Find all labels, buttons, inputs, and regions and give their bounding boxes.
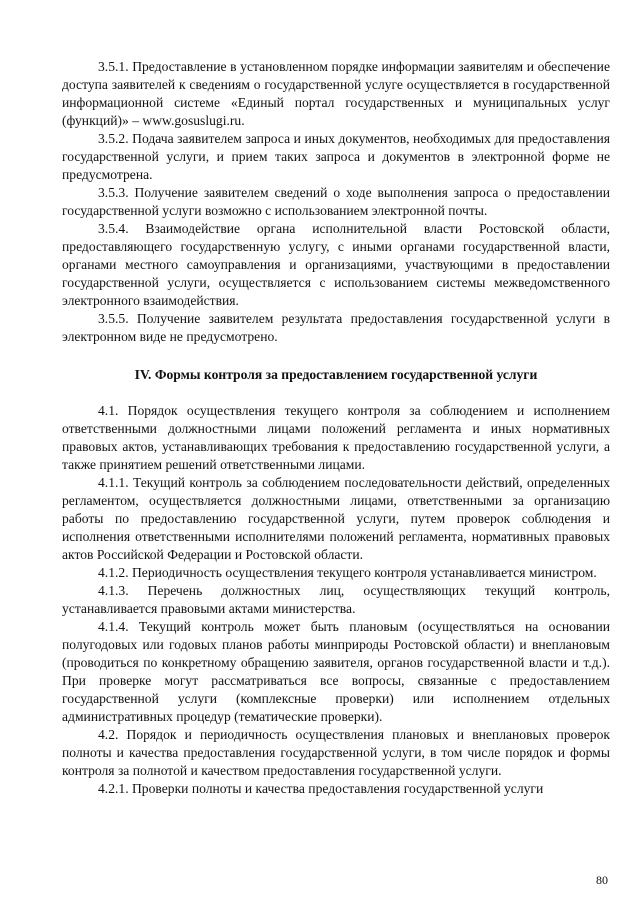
- document-page: [62, 58, 610, 798]
- paragraph-4-1-4: 4.1.4. Текущий контроль может быть плановым (осуществляться на основании полугодовых или годовых планов работы минприроды Ростовской области) и внеплановым (проводиться по конкретному обращению заявителя, органов государственной власти и т.д.). При проверке могут рассматриваться все вопросы, связанные с предоставлением государственной услуги (комплексные проверки) или исполнением отдельных административных процедур (тематические проверки).: [62, 619, 610, 724]
- paragraph-3-5-5: 3.5.5. Получение заявителем результата предоставления государственной услуги в электронном виде не предусмотрено.: [62, 311, 610, 344]
- paragraph-4-2-1: 4.2.1. Проверки полноты и качества предоставления государственной услуги: [98, 781, 544, 796]
- paragraph-4-1: 4.1. Порядок осуществления текущего контроля за соблюдением и исполнением ответственными должностными лицами положений регламента и иных нормативных правовых актов, устанавливающих требования к предоставлению государственной услуги, а также принятием решений ответственными лицами.: [62, 403, 610, 472]
- paragraph-4-2: 4.2. Порядок и периодичность осуществления плановых и внеплановых проверок полноты и качества предоставления государственной услуги, в том числе порядок и формы контроля за полнотой и качеством предоставления государственной услуги.: [62, 727, 610, 778]
- section-heading: IV. Формы контроля за предоставлением государственной услуги: [134, 367, 538, 382]
- paragraph-3-5-3: 3.5.3. Получение заявителем сведений о ходе выполнения запроса о предоставлении государственной услуги возможно с использованием электронной почты.: [62, 185, 610, 218]
- paragraph-4-1-2: 4.1.2. Периодичность осуществления текущего контроля устанавливается министром.: [98, 565, 597, 580]
- paragraph-3-5-1: 3.5.1. Предоставление в установленном порядке информации заявителям и обеспечение доступа заявителей к сведениям о государственной услуге осуществляется в государственной информационной системе «Единый портал государственных и муниципальных услуг (функций)» – www.gosuslugi.ru.: [62, 59, 610, 128]
- page-number: 80: [596, 873, 608, 887]
- paragraph-3-5-4: 3.5.4. Взаимодействие органа исполнительной власти Ростовской области, предоставляющего государственную услугу, с иными органами государственной власти, органами местного самоуправления и организациями, участвующими в предоставлении государственной услуги, осуществляется с использованием системы межведомственного электронного взаимодействия.: [62, 221, 610, 308]
- paragraph-4-1-3: 4.1.3. Перечень должностных лиц, осуществляющих текущий контроль, устанавливается правовыми актами министерства.: [62, 583, 610, 616]
- paragraph-4-1-1: 4.1.1. Текущий контроль за соблюдением последовательности действий, определенных регламентом, осуществляется должностными лицами, ответственными за организацию работы по предоставлению государственной услуги, путем проверок соблюдения и исполнения ответственными исполнителями положений регламента, нормативных правовых актов Российской Федерации и Ростовской области.: [62, 475, 610, 562]
- paragraph-3-5-2: 3.5.2. Подача заявителем запроса и иных документов, необходимых для предоставления государственной услуги, и прием таких запроса и документов в электронной форме не предусмотрена.: [62, 131, 610, 182]
